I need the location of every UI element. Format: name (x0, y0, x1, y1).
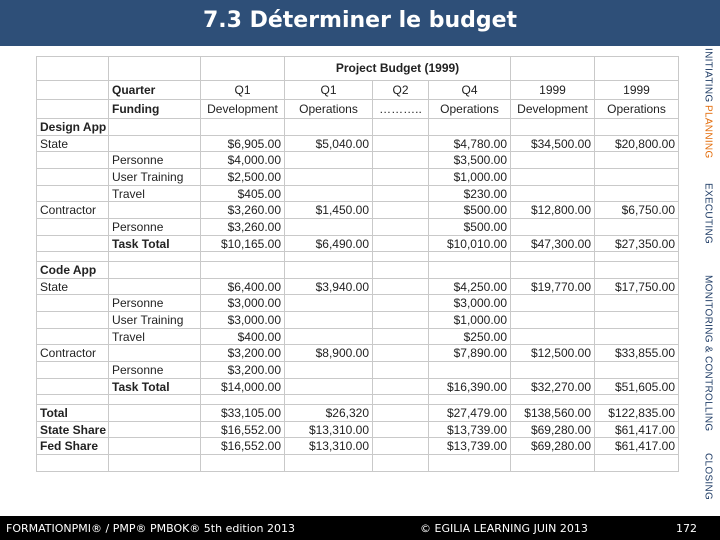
row-item-label: Task Total (109, 235, 201, 252)
amount-cell (373, 135, 429, 152)
amount-cell (285, 152, 373, 169)
table-row (37, 312, 679, 329)
table-row (37, 152, 679, 169)
amount-cell (373, 169, 429, 186)
amount-cell: $69,280.00 (511, 438, 595, 455)
amount-cell: $20,800.00 (595, 135, 679, 152)
amount-cell (373, 152, 429, 169)
table-row (37, 185, 679, 202)
column-funding-header: Operations (429, 99, 511, 118)
row-item-label (109, 278, 201, 295)
amount-cell: $26,320 (285, 405, 373, 422)
amount-cell: $138,560.00 (511, 405, 595, 422)
column-funding-header: Development (511, 99, 595, 118)
row-category-label (37, 328, 109, 345)
column-quarter-header: Q4 (429, 80, 511, 99)
amount-cell: $1,000.00 (429, 312, 511, 329)
amount-cell: $6,905.00 (201, 135, 285, 152)
amount-cell (511, 169, 595, 186)
amount-cell: $3,000.00 (429, 295, 511, 312)
amount-cell: $10,165.00 (201, 235, 285, 252)
row-category-label (37, 169, 109, 186)
row-category-label: Contractor (37, 202, 109, 219)
amount-cell: $61,417.00 (595, 421, 679, 438)
amount-cell (373, 295, 429, 312)
amount-cell (201, 262, 285, 279)
amount-cell: $4,780.00 (429, 135, 511, 152)
amount-cell: $7,890.00 (429, 345, 511, 362)
amount-cell (595, 455, 679, 472)
amount-cell (373, 378, 429, 395)
sheet-title: Project Budget (1999) (285, 57, 511, 81)
amount-cell: $3,000.00 (201, 295, 285, 312)
table-row (37, 378, 679, 395)
phase-label-planning: PLANNING (702, 105, 714, 159)
amount-cell: $27,350.00 (595, 235, 679, 252)
amount-cell (373, 421, 429, 438)
row-category-label (37, 219, 109, 236)
amount-cell (373, 438, 429, 455)
amount-cell: $12,500.00 (511, 345, 595, 362)
amount-cell: $34,500.00 (511, 135, 595, 152)
amount-cell (595, 219, 679, 236)
amount-cell (373, 262, 429, 279)
column-quarter-header: Q1 (201, 80, 285, 99)
table-row (37, 421, 679, 438)
row-item-label (109, 135, 201, 152)
amount-cell (595, 185, 679, 202)
row-item-label (109, 262, 201, 279)
column-funding-header: Operations (595, 99, 679, 118)
amount-cell: $3,940.00 (285, 278, 373, 295)
row-item-label (109, 345, 201, 362)
amount-cell (511, 262, 595, 279)
amount-cell: $1,450.00 (285, 202, 373, 219)
row-item-label: Personne (109, 152, 201, 169)
amount-cell (373, 312, 429, 329)
amount-cell (373, 278, 429, 295)
amount-cell (285, 219, 373, 236)
row-category-label: State (37, 278, 109, 295)
amount-cell (429, 455, 511, 472)
amount-cell: $16,552.00 (201, 421, 285, 438)
amount-cell: $2,500.00 (201, 169, 285, 186)
amount-cell (511, 119, 595, 136)
column-quarter-header: Q2 (373, 80, 429, 99)
row-category-label (37, 312, 109, 329)
row-item-label (109, 455, 201, 472)
column-quarter-header: Q1 (285, 80, 373, 99)
row-category-label (37, 362, 109, 379)
spacer-row (37, 395, 679, 405)
footer-copyright: © EGILIA LEARNING JUIN 2013 (420, 522, 588, 535)
amount-cell (285, 119, 373, 136)
amount-cell (285, 262, 373, 279)
amount-cell (285, 378, 373, 395)
amount-cell: $19,770.00 (511, 278, 595, 295)
amount-cell (373, 119, 429, 136)
amount-cell: $230.00 (429, 185, 511, 202)
phase-label-closing: CLOSING (702, 453, 714, 501)
phase-label-initiating: INITIATING (702, 47, 714, 103)
amount-cell: $14,000.00 (201, 378, 285, 395)
table-row (37, 169, 679, 186)
amount-cell (373, 405, 429, 422)
amount-cell (511, 362, 595, 379)
amount-cell (595, 152, 679, 169)
amount-cell: $500.00 (429, 219, 511, 236)
amount-cell (285, 362, 373, 379)
slide-header (0, 0, 720, 46)
amount-cell (429, 262, 511, 279)
amount-cell (595, 169, 679, 186)
row-item-label: Travel (109, 328, 201, 345)
amount-cell: $32,270.00 (511, 378, 595, 395)
column-funding-header: Operations (285, 99, 373, 118)
table-row (37, 119, 679, 136)
row-item-label (109, 438, 201, 455)
row-item-label: User Training (109, 169, 201, 186)
row-category-label: Total (37, 405, 109, 422)
footer-course: FORMATIONPMI® / PMP® PMBOK® 5th edition 2013 (6, 522, 295, 535)
amount-cell: $16,552.00 (201, 438, 285, 455)
row-category-label: Contractor (37, 345, 109, 362)
column-quarter-header: 1999 (511, 80, 595, 99)
amount-cell (595, 312, 679, 329)
amount-cell (511, 295, 595, 312)
amount-cell (429, 362, 511, 379)
amount-cell (595, 262, 679, 279)
table-row (37, 219, 679, 236)
amount-cell: $51,605.00 (595, 378, 679, 395)
amount-cell: $3,000.00 (201, 312, 285, 329)
row-category-label: State (37, 135, 109, 152)
amount-cell: $61,417.00 (595, 438, 679, 455)
amount-cell: $13,310.00 (285, 438, 373, 455)
row-item-label (109, 421, 201, 438)
amount-cell: $17,750.00 (595, 278, 679, 295)
amount-cell: $47,300.00 (511, 235, 595, 252)
amount-cell: $6,490.00 (285, 235, 373, 252)
table-row (37, 345, 679, 362)
table-row (37, 235, 679, 252)
table-row (37, 328, 679, 345)
amount-cell (373, 328, 429, 345)
amount-cell: $4,000.00 (201, 152, 285, 169)
amount-cell: $13,739.00 (429, 421, 511, 438)
amount-cell (285, 169, 373, 186)
amount-cell: $10,010.00 (429, 235, 511, 252)
amount-cell: $33,855.00 (595, 345, 679, 362)
amount-cell: $16,390.00 (429, 378, 511, 395)
amount-cell: $5,040.00 (285, 135, 373, 152)
amount-cell: $6,400.00 (201, 278, 285, 295)
budget-spreadsheet (36, 56, 679, 472)
amount-cell (511, 455, 595, 472)
row-category-label (37, 378, 109, 395)
amount-cell (285, 295, 373, 312)
column-quarter-header: 1999 (595, 80, 679, 99)
phase-sidebar (696, 46, 720, 516)
amount-cell (511, 185, 595, 202)
amount-cell (373, 362, 429, 379)
row-category-label: Code App (37, 262, 109, 279)
amount-cell: $6,750.00 (595, 202, 679, 219)
table-row (37, 295, 679, 312)
amount-cell: $8,900.00 (285, 345, 373, 362)
table-row (37, 405, 679, 422)
amount-cell: $500.00 (429, 202, 511, 219)
amount-cell (595, 295, 679, 312)
amount-cell: $1,000.00 (429, 169, 511, 186)
amount-cell (511, 219, 595, 236)
amount-cell (285, 312, 373, 329)
spacer-row (37, 252, 679, 262)
amount-cell: $3,260.00 (201, 219, 285, 236)
amount-cell (595, 328, 679, 345)
amount-cell (373, 202, 429, 219)
column-funding-header: ……….. (373, 99, 429, 118)
row-category-label (37, 235, 109, 252)
amount-cell (201, 119, 285, 136)
row-item-label (109, 119, 201, 136)
row-category-label (37, 295, 109, 312)
row-category-label (37, 185, 109, 202)
amount-cell: $400.00 (201, 328, 285, 345)
amount-cell: $250.00 (429, 328, 511, 345)
slide-title: 7.3 Déterminer le budget (202, 8, 518, 33)
amount-cell (285, 455, 373, 472)
row-item-label: User Training (109, 312, 201, 329)
amount-cell (595, 362, 679, 379)
amount-cell: $3,200.00 (201, 362, 285, 379)
row-item-label (109, 202, 201, 219)
amount-cell (511, 328, 595, 345)
row-category-label (37, 152, 109, 169)
amount-cell (595, 119, 679, 136)
amount-cell: $13,310.00 (285, 421, 373, 438)
amount-cell: $405.00 (201, 185, 285, 202)
amount-cell: $4,250.00 (429, 278, 511, 295)
amount-cell: $3,260.00 (201, 202, 285, 219)
table-row (37, 135, 679, 152)
amount-cell (373, 345, 429, 362)
amount-cell (511, 312, 595, 329)
row-category-label: Fed Share (37, 438, 109, 455)
row-item-label: Personne (109, 362, 201, 379)
amount-cell (285, 328, 373, 345)
row-item-label: Personne (109, 219, 201, 236)
amount-cell (373, 455, 429, 472)
amount-cell: $3,500.00 (429, 152, 511, 169)
row-item-label (109, 405, 201, 422)
amount-cell: $27,479.00 (429, 405, 511, 422)
table-row (37, 438, 679, 455)
funding-label: Funding (109, 99, 201, 118)
table-row (37, 362, 679, 379)
row-category-label: Design App (37, 119, 109, 136)
phase-label-executing: EXECUTING (702, 183, 714, 245)
column-funding-header: Development (201, 99, 285, 118)
amount-cell: $69,280.00 (511, 421, 595, 438)
amount-cell: $122,835.00 (595, 405, 679, 422)
amount-cell: $33,105.00 (201, 405, 285, 422)
amount-cell (373, 185, 429, 202)
row-item-label: Task Total (109, 378, 201, 395)
slide-footer (0, 516, 720, 540)
table-row (37, 455, 679, 472)
amount-cell (373, 235, 429, 252)
table-row (37, 262, 679, 279)
phase-label-monitoring-controlling: MONITORING & CONTROLLING (702, 274, 714, 432)
page-number: 172 (676, 522, 697, 535)
amount-cell: $12,800.00 (511, 202, 595, 219)
amount-cell (429, 119, 511, 136)
amount-cell (201, 455, 285, 472)
amount-cell (511, 152, 595, 169)
amount-cell (285, 185, 373, 202)
row-category-label: State Share (37, 421, 109, 438)
amount-cell: $3,200.00 (201, 345, 285, 362)
table-row (37, 278, 679, 295)
quarter-label: Quarter (109, 80, 201, 99)
row-category-label (37, 455, 109, 472)
row-item-label: Travel (109, 185, 201, 202)
amount-cell (373, 219, 429, 236)
amount-cell: $13,739.00 (429, 438, 511, 455)
table-row (37, 202, 679, 219)
row-item-label: Personne (109, 295, 201, 312)
